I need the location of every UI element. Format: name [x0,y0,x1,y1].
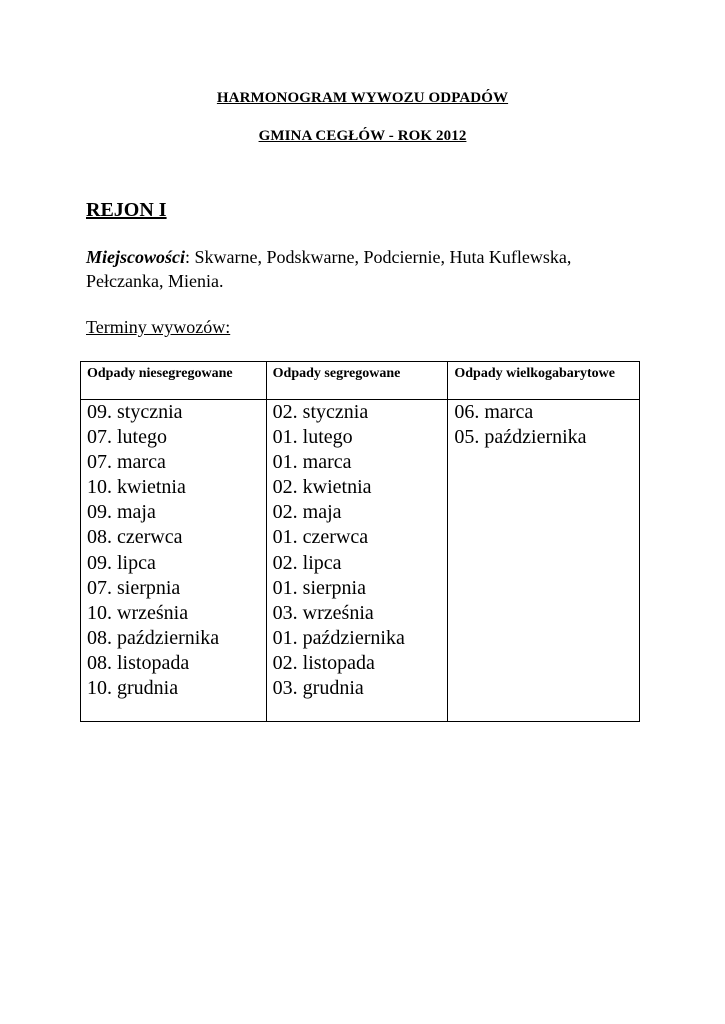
terms-heading: Terminy wywozów: [86,317,231,337]
date-item: 09. lipca [87,551,156,574]
unsorted-waste-dates [81,400,267,722]
bulky-waste-dates [448,400,640,722]
date-item: 02. maja [272,501,342,524]
header-unsorted-waste: Odpady niesegregowane [81,362,267,400]
date-item: 08. października [87,626,220,649]
date-item: 01. października [272,626,405,649]
date-item: 02. listopada [272,651,375,674]
date-item: 07. marca [87,451,166,474]
date-item: 01. lutego [272,426,353,449]
date-item: 01. czerwca [272,526,369,549]
sorted-waste-dates [266,400,448,722]
date-item: 03. września [272,601,374,624]
date-item: 08. czerwca [87,526,183,549]
date-item: 03. grudnia [272,677,364,700]
date-item: 08. listopada [87,651,190,674]
date-item: 05. października [454,426,587,449]
schedule-table [80,361,640,722]
document-title: HARMONOGRAM WYWOZU ODPADÓW [216,90,509,106]
date-item: 02. kwietnia [272,476,372,499]
date-item: 02. lipca [272,551,342,574]
date-item: 10. grudnia [87,677,179,700]
header-sorted-waste: Odpady segregowane [266,362,448,400]
date-item: 06. marca [454,401,534,423]
date-item: 01. sierpnia [272,576,366,599]
document-subtitle: GMINA CEGŁÓW - ROK 2012 [258,128,467,144]
table-row [81,400,640,722]
date-item: 09. stycznia [87,401,183,423]
header-bulky-waste: Odpady wielkogabarytowe [448,362,640,400]
date-item: 07. lutego [87,426,167,449]
places-label: Miejscowości [86,247,185,267]
places-list: : Skwarne, Podskwarne, Podciernie, Huta Kuflewska, Pełczanka, Mienia. [86,247,572,291]
date-item: 10. września [87,601,189,624]
date-item: 07. sierpnia [87,576,181,599]
region-heading: REJON I [86,199,167,221]
places-paragraph [86,245,646,293]
date-item: 02. stycznia [272,401,369,423]
date-item: 01. marca [272,451,352,474]
date-item: 10. kwietnia [87,476,186,499]
date-item: 09. maja [87,501,156,524]
table-header-row [81,362,640,400]
